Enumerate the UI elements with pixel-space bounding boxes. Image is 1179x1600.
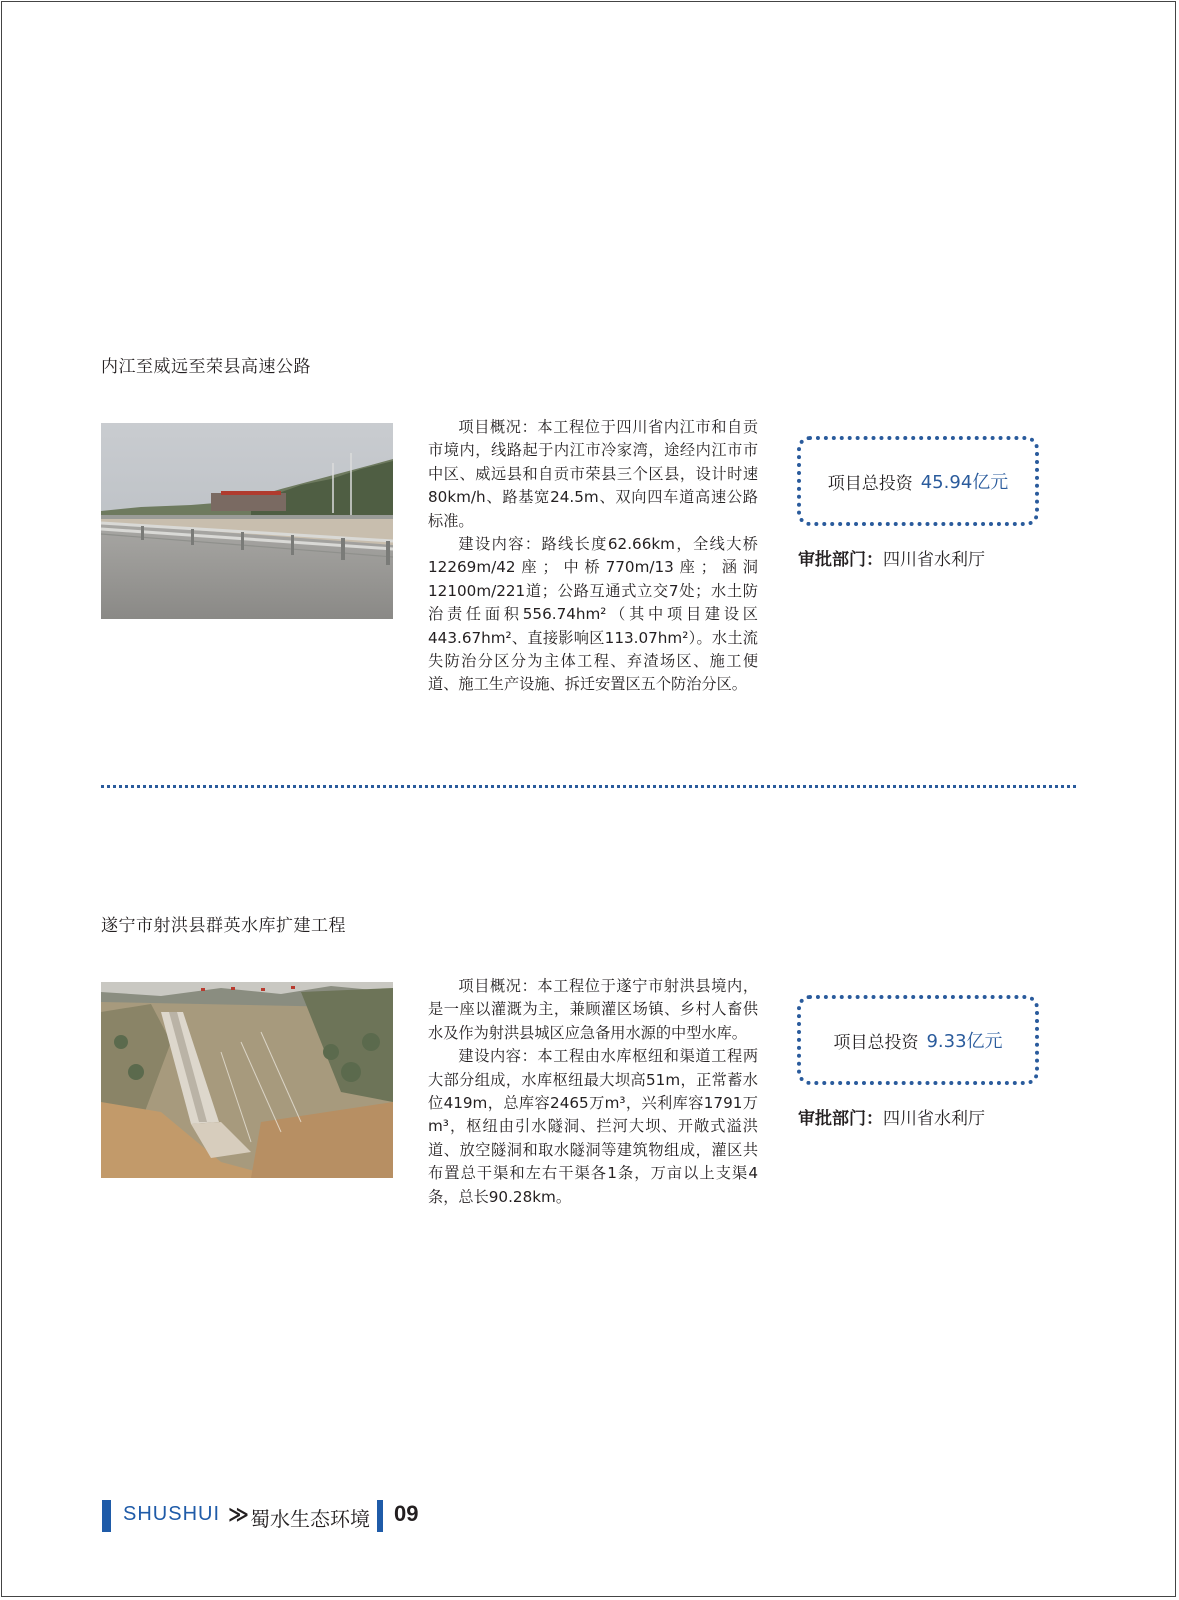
overview-paragraph: 项目概况：本工程位于遂宁市射洪县境内，是一座以灌溉为主，兼顾灌区场镇、乡村人畜供水及作为射洪县城区应急备用水源的中型水库。 [428,977,758,1042]
footer-brand: SHUSHUI [123,1503,221,1525]
construction-paragraph: 建设内容：本工程由水库枢纽和渠道工程两大部分组成，水库枢纽最大坝高51m，正常蓄水位419m，总库容2465万m³，兴利库容1791万m³，枢纽由引水隧洞、拦河大坝、开敞式溢洪道、放空隧洞和取水隧洞等建筑物组成，灌区共布置总干渠和左右干渠各1条，万亩以上支渠4条，总长90.28km。 [428,1047,758,1206]
section-divider [101,785,1076,788]
project-description [428,975,758,1209]
footer-accent-bar [102,1500,111,1532]
approval-value: 四川省水利厅 [883,550,985,570]
investment-value: 9.33亿元 [926,1031,1003,1052]
page-footer [102,1500,502,1536]
investment-label: 项目总投资 [827,473,913,494]
project-title: 内江至威远至荣县高速公路 [101,357,311,377]
double-chevron-icon: ≫ [228,1502,249,1526]
reservoir-dam-photo [101,982,393,1178]
approval-value: 四川省水利厅 [883,1109,985,1129]
approval-label: 审批部门： [798,1109,883,1129]
approval-label: 审批部门： [798,550,883,570]
overview-paragraph: 项目概况：本工程位于四川省内江市和自贡市境内，线路起于内江市冷家湾，途经内江市市中区、威远县和自贡市荣县三个区县，设计时速80km/h、路基宽24.5m、双向四车道高速公路标准。 [428,418,758,530]
investment-label: 项目总投资 [833,1032,919,1053]
page-border [1,1,1176,1597]
footer-separator-bar [377,1500,383,1532]
investment-box [797,436,1039,526]
page-number: 09 [394,1501,419,1526]
approval-department [798,1104,985,1129]
project-description [428,416,758,697]
highway-photo [101,423,393,619]
construction-paragraph: 建设内容：路线长度62.66km，全线大桥12269m/42座；中桥770m/13座；涵洞12100m/221道；公路互通式立交7处；水土防治责任面积556.74hm²（其中项目建设区443.67hm²、直接影响区113.07hm²）。水土流失防治分区分为主体工程、弃渣场区、施工便道、施工生产设施、拆迁安置区五个防治分区。 [428,535,758,694]
approval-department [798,545,985,570]
project-title: 遂宁市射洪县群英水库扩建工程 [101,916,346,936]
investment-box [797,995,1039,1085]
footer-magazine-title: 蜀水生态环境 [250,1507,370,1531]
investment-value: 45.94亿元 [920,472,1009,493]
